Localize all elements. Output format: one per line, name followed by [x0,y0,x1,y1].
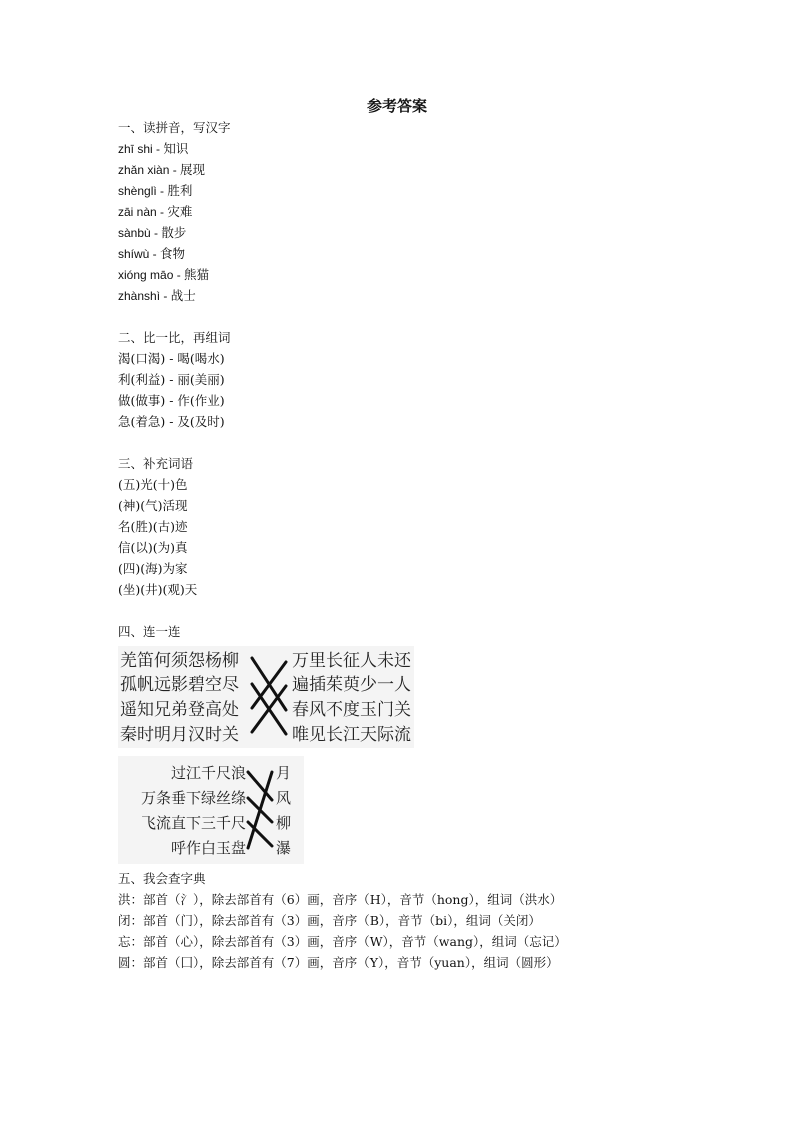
page-title: 参考答案 [366,97,427,115]
pinyin-item [118,243,758,264]
dictionary-section [118,868,758,973]
compare-item: 做(做事) - 作(作业) [118,393,225,408]
section5-heading: 五、我会查字典 [118,871,206,886]
poem-right-line: 唯见长江天际流 [292,725,411,745]
section2-heading: 二、比一比，再组词 [118,330,231,345]
dictionary-item: 忘：部首（心），除去部首有（3）画，音序（W），音节（wang），组词（忘记） [118,934,567,949]
pinyin-answer: 知识 [163,141,189,156]
pinyin-item [118,159,758,180]
answer-content [118,117,758,973]
poem-right-line: 春风不度玉门关 [292,700,411,720]
pinyin-text: sànbù - [118,226,162,240]
poem-matching-image [118,646,414,748]
compare-item: 渴(口渴) - 喝(喝水) [118,351,225,366]
poem-right-line: 万里长征人未还 [292,651,411,671]
pinyin-text: xióng māo - [118,268,185,282]
poem-left-line: 遥知兄弟登高处 [120,700,239,720]
verse-matching-image [118,756,304,864]
poem-left-line: 羌笛何须怨杨柳 [120,651,239,671]
verse-left-line: 过江千尺浪 [170,764,246,782]
verse-left-line: 万条垂下绿丝绦 [140,789,246,807]
spacer [118,306,758,327]
pinyin-item [118,201,758,222]
dictionary-item: 洪：部首（氵），除去部首有（6）画，音序（H），音节（hong），组词（洪水） [118,892,563,907]
verse-right-word: 柳 [276,814,292,832]
verse-right-word: 月 [276,764,292,782]
idiom-item: (神)(气)活现 [118,498,188,513]
idiom-item: (五)光(十)色 [118,477,188,492]
match-line [248,772,272,848]
compare-item: 急(着急) - 及(及时) [118,414,225,429]
verse-left-line: 呼作白玉盘 [170,839,246,857]
section1-heading: 一、读拼音，写汉字 [118,120,231,135]
pinyin-item [118,285,758,306]
pinyin-answer: 食物 [160,246,186,261]
verse-right-word: 瀑 [276,839,292,857]
idiom-item: (四)(海)为家 [118,561,188,576]
pinyin-text: zhī shi - [118,142,164,156]
pinyin-text: zāi nàn - [118,205,168,219]
pinyin-answer: 熊猫 [184,267,210,282]
pinyin-answer: 展现 [180,162,206,177]
dictionary-item: 圆：部首（囗），除去部首有（7）画，音序（Y），音节（yuan），组词（圆形） [118,955,559,970]
pinyin-item [118,264,758,285]
spacer [118,432,758,453]
dictionary-item: 闭：部首（门），除去部首有（3）画，音序（B），音节（bi），组词（关闭） [118,913,541,928]
poem-matching-figure [118,646,414,748]
pinyin-text: shíwù - [118,247,161,261]
pinyin-answer: 散步 [161,225,187,240]
idiom-item: (坐)(井)(观)天 [118,582,198,597]
pinyin-answer: 灾难 [167,204,193,219]
section4-heading: 四、连一连 [118,624,181,639]
pinyin-item [118,138,758,159]
verse-left-line: 飞流直下三千尺 [140,814,246,832]
verse-right-word: 风 [276,789,292,807]
pinyin-answer: 胜利 [167,183,193,198]
pinyin-item [118,222,758,243]
poem-left-line: 孤帆远影碧空尽 [120,675,239,695]
pinyin-text: shènglì - [118,184,168,198]
poem-right-line: 遍插茱萸少一人 [292,675,411,695]
idiom-item: 信(以)(为)真 [118,540,188,555]
section3-heading: 三、补充词语 [118,456,194,471]
pinyin-item [118,180,758,201]
spacer [118,600,758,621]
idiom-item: 名(胜)(古)迹 [118,519,188,534]
verse-matching-figure [118,756,304,864]
pinyin-text: zhànshì - [118,289,171,303]
pinyin-text: zhǎn xiàn - [118,163,181,177]
pinyin-answer: 战士 [170,288,196,303]
compare-item: 利(利益) - 丽(美丽) [118,372,225,387]
poem-left-line: 秦时明月汉时关 [120,725,239,745]
